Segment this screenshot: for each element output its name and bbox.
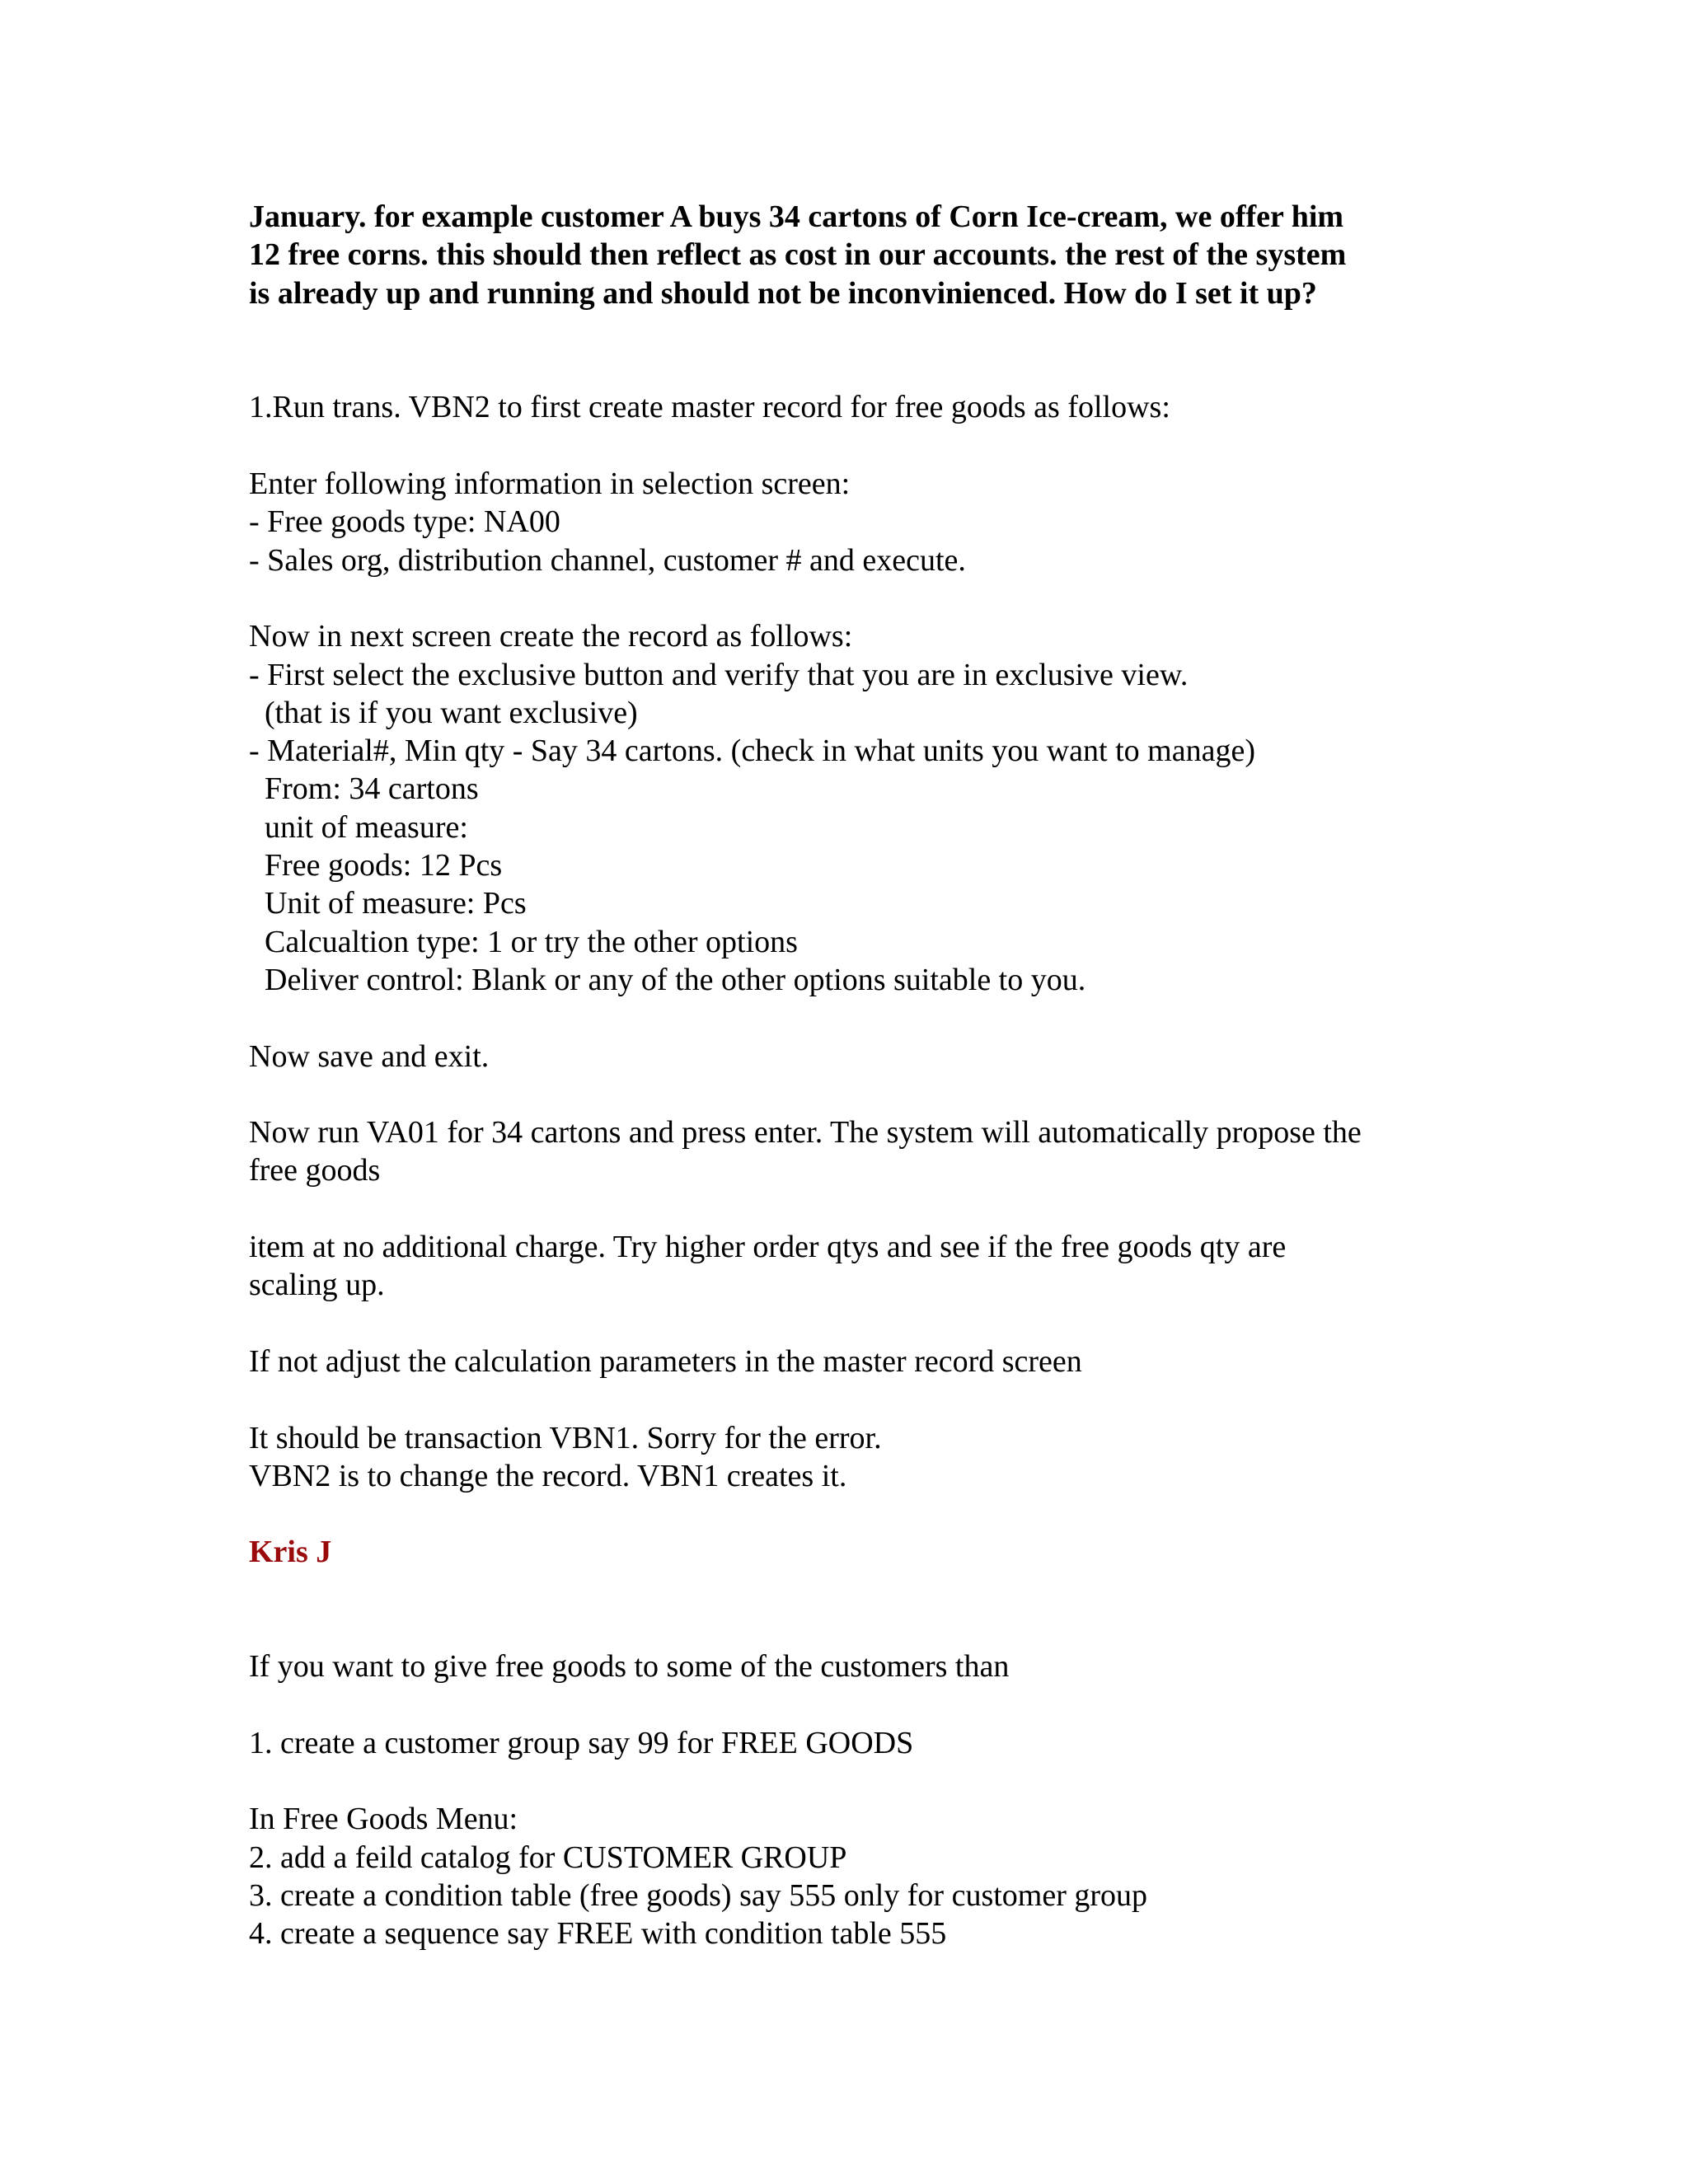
question-line: January. for example customer A buys 34 cartons of Corn Ice-cream, we offer him xyxy=(249,199,1344,234)
paragraph-line: In Free Goods Menu: xyxy=(249,1802,518,1837)
paragraph-line: unit of measure: xyxy=(249,809,468,845)
paragraph-line: Now run VA01 for 34 cartons and press enter. The system will automatically propose the xyxy=(249,1115,1362,1151)
save-instruction: Now save and exit. xyxy=(249,1038,490,1074)
author-name: Kris J xyxy=(249,1535,332,1570)
step-1-text: 1.Run trans. VBN2 to first create master record for free goods as follows: xyxy=(249,390,1170,425)
va01-block xyxy=(249,1113,1452,1190)
paragraph-line: From: 34 cartons xyxy=(249,771,479,807)
paragraph-line: 3. create a condition table (free goods) say 555 only for customer group xyxy=(249,1878,1148,1914)
paragraph-line: scaling up. xyxy=(249,1268,385,1303)
paragraph-line: - Sales org, distribution channel, customer # and execute. xyxy=(249,542,966,578)
paragraph-line: - First select the exclusive button and verify that you are in exclusive view. xyxy=(249,657,1189,692)
correction-block xyxy=(249,1419,1452,1496)
paragraph-line: Free goods: 12 Pcs xyxy=(249,848,503,883)
adjust-instruction: If not adjust the calculation parameters in the master record screen xyxy=(249,1343,1082,1379)
paragraph-line: item at no additional charge. Try higher order qtys and see if the free goods qty are xyxy=(249,1230,1287,1265)
answer2-step-1: 1. create a customer group say 99 for FREE GOODS xyxy=(249,1725,914,1760)
paragraph-line: Deliver control: Blank or any of the other options suitable to you. xyxy=(249,962,1086,997)
paragraph-line: - Free goods type: NA00 xyxy=(249,504,560,540)
paragraph-line: (that is if you want exclusive) xyxy=(249,695,638,730)
paragraph-line: VBN2 is to change the record. VBN1 creates it. xyxy=(249,1458,847,1493)
question-block xyxy=(249,198,1452,312)
document-page xyxy=(249,198,1452,1953)
paragraph-line: Now in next screen create the record as follows: xyxy=(249,619,853,654)
paragraph-line: 2. add a feild catalog for CUSTOMER GROUP xyxy=(249,1840,847,1875)
paragraph-line: Unit of measure: Pcs xyxy=(249,886,527,921)
paragraph-line: Calcualtion type: 1 or try the other options xyxy=(249,924,798,959)
paragraph-line: It should be transaction VBN1. Sorry for the error. xyxy=(249,1420,882,1455)
question-line: 12 free corns. this should then reflect as cost in our accounts. the rest of the system xyxy=(249,237,1347,273)
item-block xyxy=(249,1228,1452,1305)
free-goods-menu-block xyxy=(249,1800,1452,1952)
question-line: is already up and running and should not be inconvinienced. How do I set it up? xyxy=(249,275,1317,311)
selection-screen-block xyxy=(249,465,1452,579)
record-creation-block xyxy=(249,617,1452,999)
paragraph-line: 4. create a sequence say FREE with condition table 555 xyxy=(249,1916,947,1952)
paragraph-line: Enter following information in selection screen: xyxy=(249,466,851,502)
paragraph-line: free goods xyxy=(249,1153,381,1188)
answer2-intro: If you want to give free goods to some of the customers than xyxy=(249,1649,1010,1685)
paragraph-line: - Material#, Min qty - Say 34 cartons. (check in what units you want to manage) xyxy=(249,733,1255,769)
